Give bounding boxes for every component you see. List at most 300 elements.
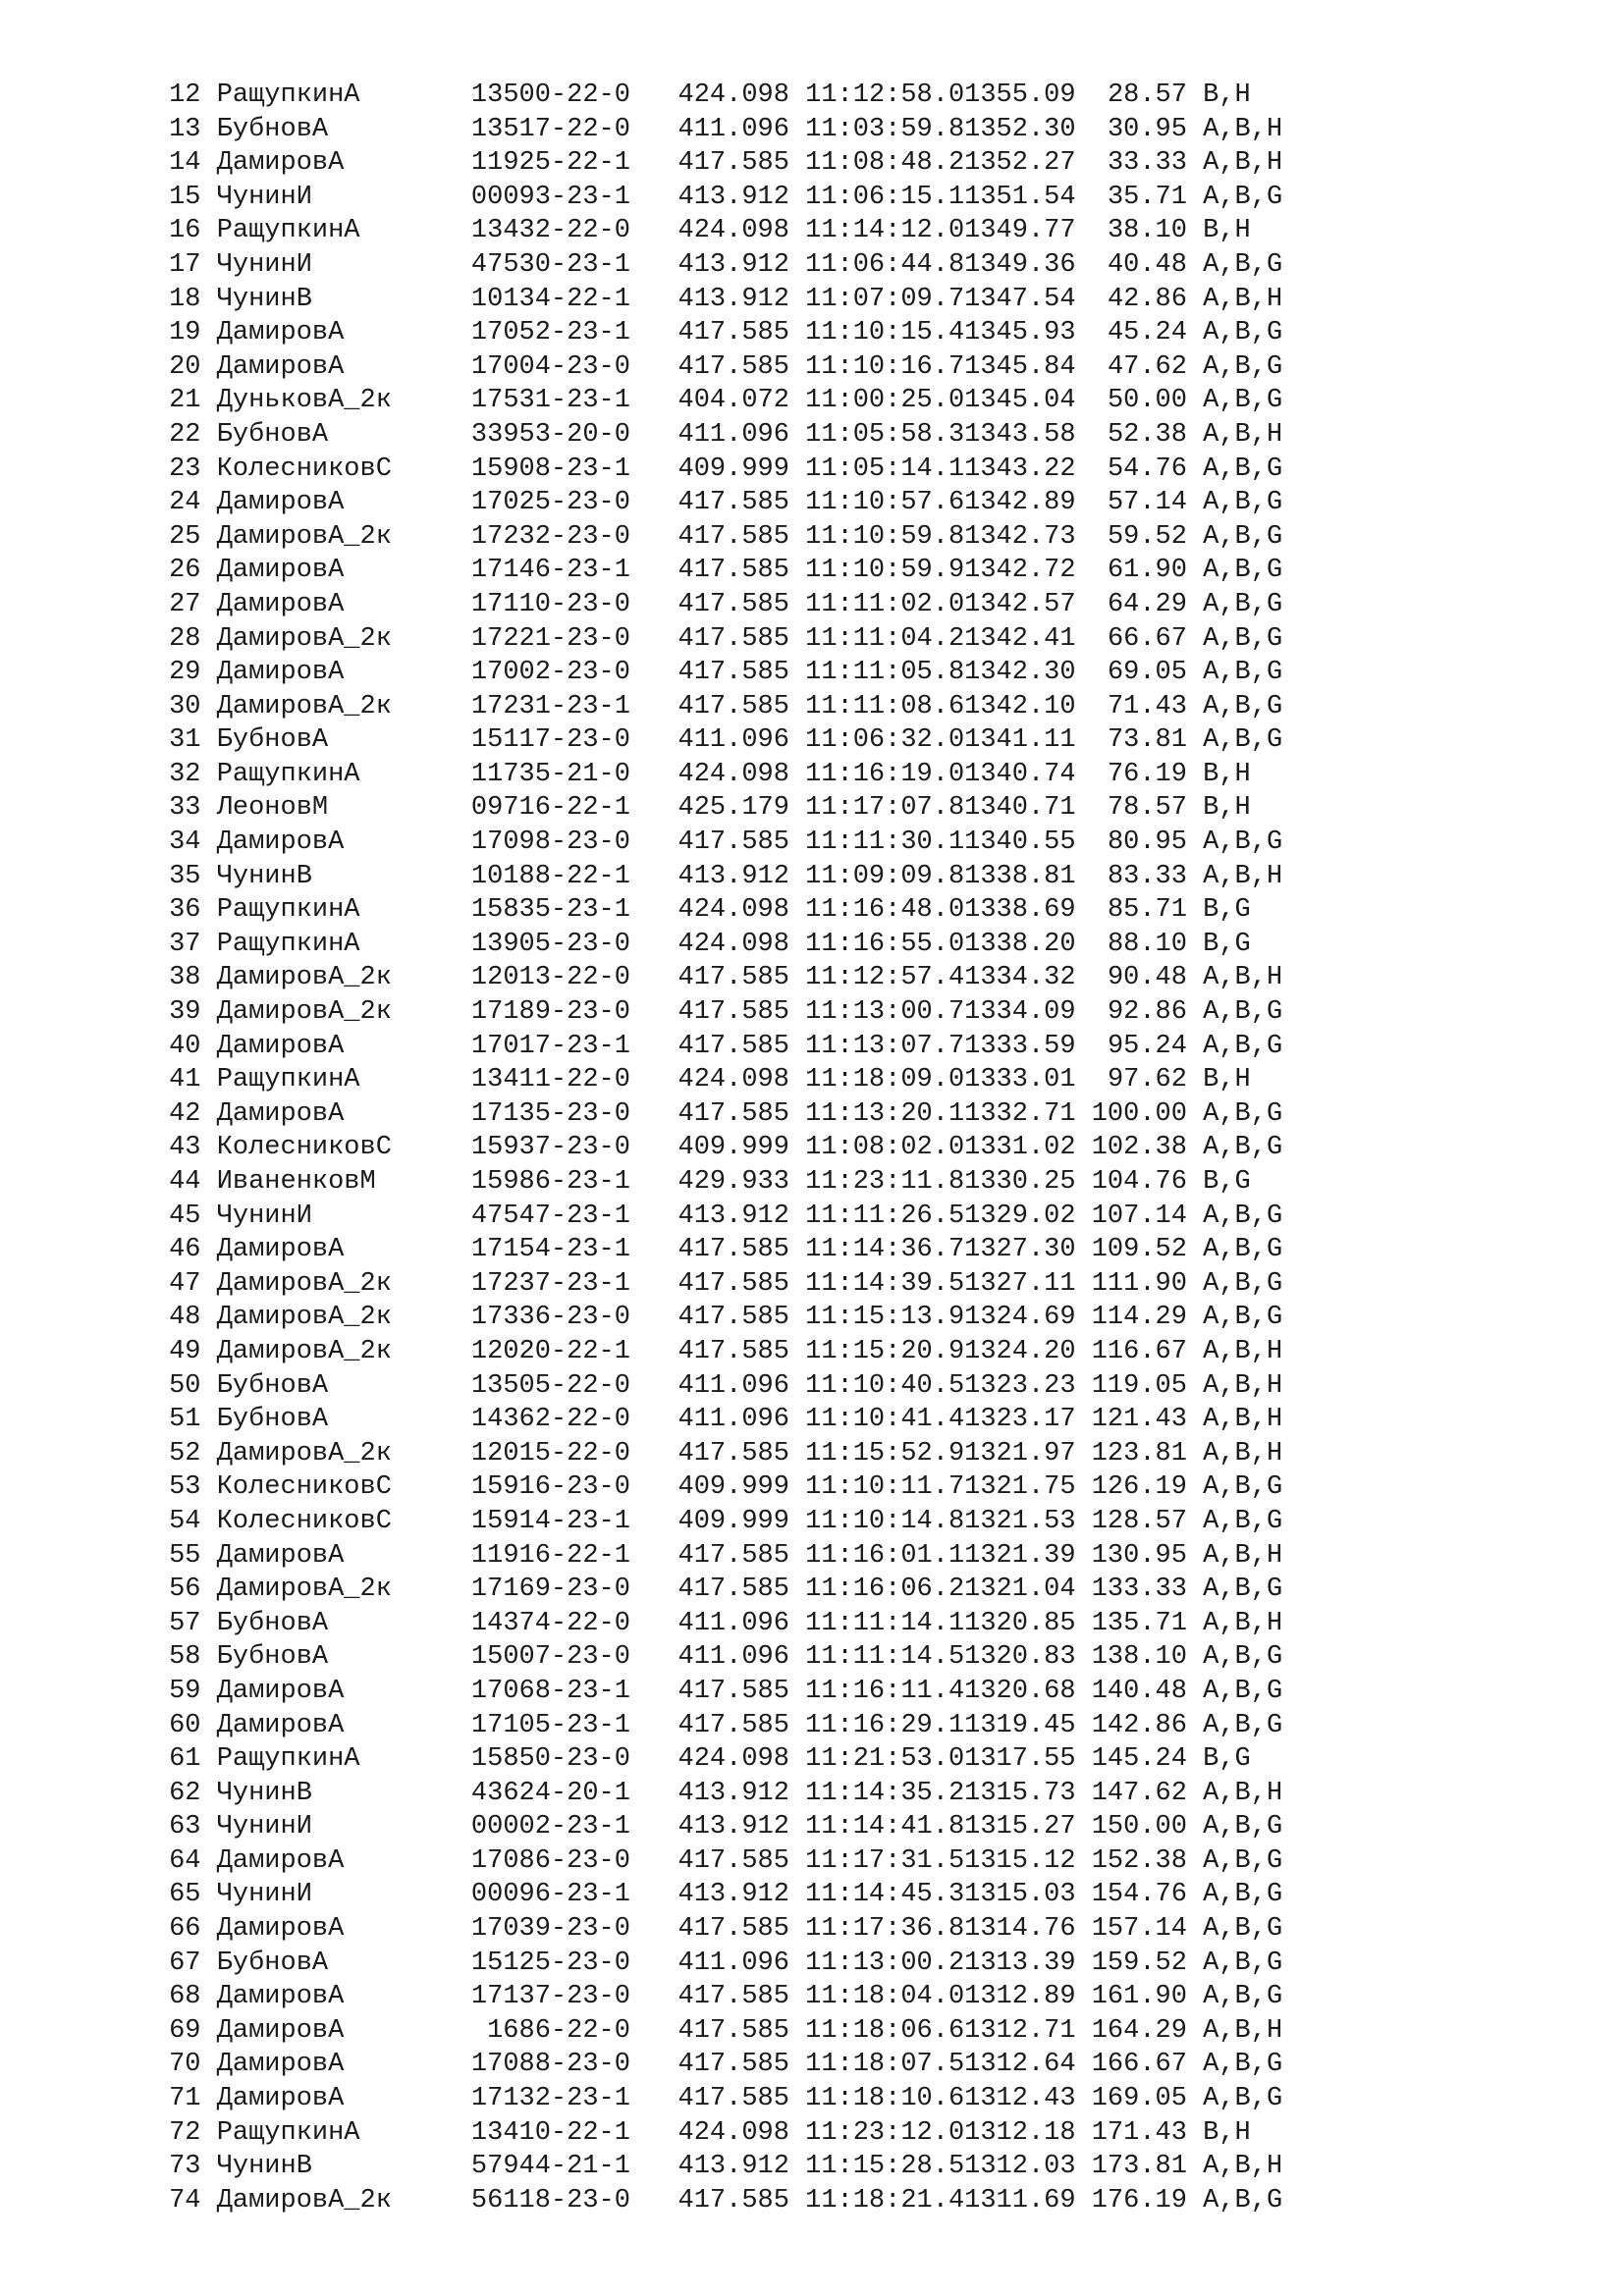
table-row	[161, 961, 1282, 995]
distance-cell: 424.098	[677, 929, 789, 959]
table-row	[161, 893, 1282, 928]
speed-cell: 1327.30	[964, 1235, 1076, 1265]
ring-number-cell: 15986-23-1	[470, 1167, 630, 1197]
coefficient-cell: 145.24	[1091, 1744, 1187, 1775]
place-cell: 63	[169, 1812, 201, 1842]
table-row	[161, 622, 1282, 657]
ring-number-cell: 13410-22-1	[470, 2117, 630, 2148]
place-cell: 35	[169, 861, 201, 891]
speed-cell: 1342.30	[964, 658, 1076, 688]
coefficient-cell: 140.48	[1091, 1676, 1187, 1706]
coefficient-cell: 30.95	[1107, 114, 1187, 144]
table-row	[161, 2116, 1282, 2151]
place-cell: 20	[169, 351, 201, 382]
fancier-name-cell: ЧунинВ	[216, 1778, 312, 1808]
groups-cell: A,B,G	[1203, 1098, 1283, 1129]
distance-cell: 417.585	[677, 691, 789, 721]
arrival-time-cell: 11:14:41.8	[805, 1812, 965, 1842]
arrival-time-cell: 11:16:29.1	[805, 1710, 965, 1740]
ring-number-cell: 11916-22-1	[470, 1540, 630, 1571]
ring-number-cell: 00096-23-1	[470, 1880, 630, 1910]
groups-cell: A,B,G	[1203, 1133, 1283, 1163]
groups-cell: B,H	[1203, 759, 1251, 789]
speed-cell: 1311.69	[964, 2185, 1076, 2216]
fancier-name-cell: ЧунинВ	[216, 284, 312, 314]
arrival-time-cell: 11:16:19.0	[805, 759, 965, 789]
groups-cell: A,B,H	[1203, 2015, 1283, 2046]
speed-cell: 1324.69	[964, 1303, 1076, 1333]
place-cell: 54	[169, 1506, 201, 1536]
distance-cell: 424.098	[677, 80, 789, 110]
arrival-time-cell: 11:08:48.2	[805, 148, 965, 179]
distance-cell: 413.912	[677, 1880, 789, 1910]
ring-number-cell: 15835-23-1	[470, 895, 630, 926]
ring-number-cell: 13905-23-0	[470, 929, 630, 959]
ring-number-cell: 00002-23-1	[470, 1812, 630, 1842]
groups-cell: A,B,G	[1203, 182, 1283, 212]
fancier-name-cell: ДамировА	[216, 1710, 345, 1740]
fancier-name-cell: БубновА	[216, 1370, 329, 1401]
groups-cell: A,B,H	[1203, 114, 1283, 144]
arrival-time-cell: 11:18:04.0	[805, 1982, 965, 2012]
ring-number-cell: 17098-23-0	[470, 828, 630, 858]
speed-cell: 1342.72	[964, 556, 1076, 586]
groups-cell: A,B,G	[1203, 318, 1283, 348]
table-row	[161, 350, 1282, 385]
place-cell: 37	[169, 929, 201, 959]
place-cell: 26	[169, 556, 201, 586]
table-row	[161, 146, 1282, 181]
speed-cell: 1320.85	[964, 1608, 1076, 1638]
coefficient-cell: 154.76	[1091, 1880, 1187, 1910]
groups-cell: B,H	[1203, 793, 1251, 824]
speed-cell: 1312.03	[964, 2152, 1076, 2182]
groups-cell: A,B,G	[1203, 521, 1283, 552]
fancier-name-cell: ДамировА_2к	[216, 1303, 392, 1333]
distance-cell: 417.585	[677, 1914, 789, 1945]
distance-cell: 417.585	[677, 1303, 789, 1333]
fancier-name-cell: ЧунинИ	[216, 182, 312, 212]
arrival-time-cell: 11:12:58.0	[805, 80, 965, 110]
place-cell: 38	[169, 963, 201, 993]
coefficient-cell: 166.67	[1091, 2050, 1187, 2080]
speed-cell: 1345.93	[964, 318, 1076, 348]
table-row	[161, 690, 1282, 724]
distance-cell: 413.912	[677, 182, 789, 212]
ring-number-cell: 17002-23-0	[470, 658, 630, 688]
coefficient-cell: 123.81	[1091, 1438, 1187, 1468]
distance-cell: 424.098	[677, 759, 789, 789]
distance-cell: 417.585	[677, 1575, 789, 1605]
distance-cell: 409.999	[677, 1472, 789, 1503]
place-cell: 23	[169, 454, 201, 484]
groups-cell: A,B,H	[1203, 1540, 1283, 1571]
arrival-time-cell: 11:10:41.4	[805, 1405, 965, 1435]
groups-cell: A,B,H	[1203, 148, 1283, 179]
ring-number-cell: 13411-22-0	[470, 1065, 630, 1095]
speed-cell: 1333.01	[964, 1065, 1076, 1095]
place-cell: 57	[169, 1608, 201, 1638]
coefficient-cell: 57.14	[1107, 488, 1187, 518]
coefficient-cell: 38.10	[1107, 216, 1187, 246]
coefficient-cell: 88.10	[1107, 929, 1187, 959]
place-cell: 17	[169, 249, 201, 280]
speed-cell: 1321.39	[964, 1540, 1076, 1571]
arrival-time-cell: 11:11:30.1	[805, 828, 965, 858]
coefficient-cell: 100.00	[1091, 1098, 1187, 1129]
ring-number-cell: 12020-22-1	[470, 1336, 630, 1366]
fancier-name-cell: РащупкинА	[216, 895, 360, 926]
fancier-name-cell: ЧунинВ	[216, 861, 312, 891]
ring-number-cell: 10188-22-1	[470, 861, 630, 891]
groups-cell: A,B,G	[1203, 997, 1283, 1028]
speed-cell: 1340.74	[964, 759, 1076, 789]
ring-number-cell: 13500-22-0	[470, 80, 630, 110]
groups-cell: A,B,G	[1203, 691, 1283, 721]
table-row	[161, 723, 1282, 758]
groups-cell: B,H	[1203, 80, 1251, 110]
ring-number-cell: 17088-23-0	[470, 2050, 630, 2080]
groups-cell: B,H	[1203, 1065, 1251, 1095]
groups-cell: B,G	[1203, 895, 1251, 926]
table-row	[161, 791, 1282, 826]
coefficient-cell: 135.71	[1091, 1608, 1187, 1638]
arrival-time-cell: 11:11:26.5	[805, 1201, 965, 1231]
speed-cell: 1321.53	[964, 1506, 1076, 1536]
distance-cell: 417.585	[677, 2185, 789, 2216]
distance-cell: 424.098	[677, 1744, 789, 1775]
table-row	[161, 826, 1282, 860]
place-cell: 12	[169, 80, 201, 110]
speed-cell: 1345.04	[964, 386, 1076, 416]
table-row	[161, 1267, 1282, 1302]
ring-number-cell: 17017-23-1	[470, 1031, 630, 1061]
place-cell: 33	[169, 793, 201, 824]
groups-cell: A,B,G	[1203, 1676, 1283, 1706]
groups-cell: A,B,H	[1203, 861, 1283, 891]
groups-cell: B,G	[1203, 1744, 1251, 1775]
groups-cell: A,B,G	[1203, 249, 1283, 280]
coefficient-cell: 130.95	[1091, 1540, 1187, 1571]
coefficient-cell: 126.19	[1091, 1472, 1187, 1503]
distance-cell: 417.585	[677, 556, 789, 586]
speed-cell: 1319.45	[964, 1710, 1076, 1740]
fancier-name-cell: РащупкинА	[216, 80, 360, 110]
fancier-name-cell: РащупкинА	[216, 1744, 360, 1775]
groups-cell: A,B,G	[1203, 1268, 1283, 1299]
distance-cell: 417.585	[677, 828, 789, 858]
place-cell: 28	[169, 623, 201, 654]
ring-number-cell: 17221-23-0	[470, 623, 630, 654]
fancier-name-cell: ДамировА	[216, 1540, 345, 1571]
arrival-time-cell: 11:15:52.9	[805, 1438, 965, 1468]
table-row	[161, 113, 1282, 147]
distance-cell: 417.585	[677, 589, 789, 619]
speed-cell: 1315.03	[964, 1880, 1076, 1910]
distance-cell: 413.912	[677, 861, 789, 891]
distance-cell: 425.179	[677, 793, 789, 824]
table-row	[161, 758, 1282, 792]
arrival-time-cell: 11:13:00.2	[805, 1948, 965, 1978]
arrival-time-cell: 11:06:15.1	[805, 182, 965, 212]
table-row	[161, 1573, 1282, 1607]
distance-cell: 417.585	[677, 1268, 789, 1299]
ring-number-cell: 1686-22-0	[487, 2015, 630, 2046]
ring-number-cell: 11735-21-0	[470, 759, 630, 789]
distance-cell: 424.098	[677, 895, 789, 926]
coefficient-cell: 28.57	[1107, 80, 1187, 110]
fancier-name-cell: ДамировА	[216, 2084, 345, 2114]
groups-cell: A,B,G	[1203, 1710, 1283, 1740]
arrival-time-cell: 11:09:09.8	[805, 861, 965, 891]
arrival-time-cell: 11:10:40.5	[805, 1370, 965, 1401]
coefficient-cell: 152.38	[1091, 1845, 1187, 1876]
speed-cell: 1338.81	[964, 861, 1076, 891]
arrival-time-cell: 11:17:07.8	[805, 793, 965, 824]
coefficient-cell: 171.43	[1091, 2117, 1187, 2148]
ring-number-cell: 15908-23-1	[470, 454, 630, 484]
groups-cell: A,B,G	[1203, 1948, 1283, 1978]
ring-number-cell: 17132-23-1	[470, 2084, 630, 2114]
fancier-name-cell: БубновА	[216, 1608, 329, 1638]
groups-cell: A,B,H	[1203, 1438, 1283, 1468]
ring-number-cell: 14362-22-0	[470, 1405, 630, 1435]
speed-cell: 1343.22	[964, 454, 1076, 484]
arrival-time-cell: 11:06:44.8	[805, 249, 965, 280]
groups-cell: A,B,H	[1203, 284, 1283, 314]
distance-cell: 411.096	[677, 1608, 789, 1638]
coefficient-cell: 71.43	[1107, 691, 1187, 721]
place-cell: 19	[169, 318, 201, 348]
ring-number-cell: 47530-23-1	[470, 249, 630, 280]
distance-cell: 417.585	[677, 1235, 789, 1265]
coefficient-cell: 61.90	[1107, 556, 1187, 586]
distance-cell: 413.912	[677, 1201, 789, 1231]
table-row	[161, 1777, 1282, 1811]
table-row	[161, 1505, 1282, 1539]
place-cell: 55	[169, 1540, 201, 1571]
speed-cell: 1323.23	[964, 1370, 1076, 1401]
arrival-time-cell: 11:16:06.2	[805, 1575, 965, 1605]
speed-cell: 1334.09	[964, 997, 1076, 1028]
speed-cell: 1342.73	[964, 521, 1076, 552]
ring-number-cell: 17336-23-0	[470, 1303, 630, 1333]
ring-number-cell: 17004-23-0	[470, 351, 630, 382]
arrival-time-cell: 11:14:36.7	[805, 1235, 965, 1265]
table-row	[161, 2184, 1282, 2218]
groups-cell: A,B,G	[1203, 1845, 1283, 1876]
fancier-name-cell: ДамировА	[216, 318, 345, 348]
groups-cell: B,H	[1203, 216, 1251, 246]
arrival-time-cell: 11:00:25.0	[805, 386, 965, 416]
distance-cell: 417.585	[677, 351, 789, 382]
ring-number-cell: 56118-23-0	[470, 2185, 630, 2216]
ring-number-cell: 15914-23-1	[470, 1506, 630, 1536]
fancier-name-cell: ЧунинИ	[216, 1880, 312, 1910]
distance-cell: 417.585	[677, 1438, 789, 1468]
ring-number-cell: 17039-23-0	[470, 1914, 630, 1945]
fancier-name-cell: ДамировА	[216, 351, 345, 382]
table-row	[161, 1947, 1282, 1981]
place-cell: 36	[169, 895, 201, 926]
table-row	[161, 588, 1282, 622]
table-row	[161, 1369, 1282, 1404]
place-cell: 39	[169, 997, 201, 1028]
coefficient-cell: 116.67	[1091, 1336, 1187, 1366]
speed-cell: 1355.09	[964, 80, 1076, 110]
speed-cell: 1347.54	[964, 284, 1076, 314]
distance-cell: 417.585	[677, 997, 789, 1028]
arrival-time-cell: 11:14:35.2	[805, 1778, 965, 1808]
coefficient-cell: 138.10	[1091, 1642, 1187, 1673]
ring-number-cell: 43624-20-1	[470, 1778, 630, 1808]
fancier-name-cell: ИваненковМ	[216, 1167, 376, 1197]
place-cell: 52	[169, 1438, 201, 1468]
ring-number-cell: 17052-23-1	[470, 318, 630, 348]
coefficient-cell: 111.90	[1091, 1268, 1187, 1299]
speed-cell: 1349.77	[964, 216, 1076, 246]
table-row	[161, 1097, 1282, 1132]
table-row	[161, 1742, 1282, 1777]
fancier-name-cell: ДамировА	[216, 1098, 345, 1129]
ring-number-cell: 09716-22-1	[470, 793, 630, 824]
ring-number-cell: 17154-23-1	[470, 1235, 630, 1265]
coefficient-cell: 80.95	[1107, 828, 1187, 858]
place-cell: 27	[169, 589, 201, 619]
table-row	[161, 1063, 1282, 1097]
groups-cell: A,B,G	[1203, 1506, 1283, 1536]
distance-cell: 417.585	[677, 1098, 789, 1129]
table-row	[161, 1912, 1282, 1947]
speed-cell: 1312.43	[964, 2084, 1076, 2114]
distance-cell: 413.912	[677, 284, 789, 314]
place-cell: 51	[169, 1405, 201, 1435]
place-cell: 21	[169, 386, 201, 416]
speed-cell: 1331.02	[964, 1133, 1076, 1163]
fancier-name-cell: ДамировА_2к	[216, 997, 392, 1028]
ring-number-cell: 15850-23-0	[470, 1744, 630, 1775]
distance-cell: 417.585	[677, 658, 789, 688]
arrival-time-cell: 11:18:09.0	[805, 1065, 965, 1095]
groups-cell: A,B,G	[1203, 725, 1283, 756]
arrival-time-cell: 11:16:01.1	[805, 1540, 965, 1571]
fancier-name-cell: ДамировА	[216, 1982, 345, 2012]
place-cell: 13	[169, 114, 201, 144]
distance-cell: 417.585	[677, 2015, 789, 2046]
speed-cell: 1332.71	[964, 1098, 1076, 1129]
distance-cell: 409.999	[677, 1506, 789, 1536]
arrival-time-cell: 11:16:11.4	[805, 1676, 965, 1706]
arrival-time-cell: 11:23:11.8	[805, 1167, 965, 1197]
fancier-name-cell: ДамировА	[216, 1914, 345, 1945]
speed-cell: 1349.36	[964, 249, 1076, 280]
groups-cell: A,B,G	[1203, 1303, 1283, 1333]
speed-cell: 1312.71	[964, 2015, 1076, 2046]
speed-cell: 1351.54	[964, 182, 1076, 212]
fancier-name-cell: ДамировА_2к	[216, 623, 392, 654]
speed-cell: 1323.17	[964, 1405, 1076, 1435]
fancier-name-cell: ДамировА	[216, 2015, 345, 2046]
arrival-time-cell: 11:14:39.5	[805, 1268, 965, 1299]
place-cell: 40	[169, 1031, 201, 1061]
coefficient-cell: 50.00	[1107, 386, 1187, 416]
table-row	[161, 1233, 1282, 1267]
arrival-time-cell: 11:10:16.7	[805, 351, 965, 382]
distance-cell: 411.096	[677, 419, 789, 450]
place-cell: 14	[169, 148, 201, 179]
place-cell: 74	[169, 2185, 201, 2216]
distance-cell: 424.098	[677, 1065, 789, 1095]
groups-cell: A,B,G	[1203, 2084, 1283, 2114]
fancier-name-cell: КолесниковС	[216, 454, 392, 484]
fancier-name-cell: ДамировА	[216, 556, 345, 586]
distance-cell: 424.098	[677, 216, 789, 246]
distance-cell: 413.912	[677, 1812, 789, 1842]
distance-cell: 417.585	[677, 148, 789, 179]
arrival-time-cell: 11:10:14.8	[805, 1506, 965, 1536]
place-cell: 70	[169, 2050, 201, 2080]
distance-cell: 409.999	[677, 454, 789, 484]
fancier-name-cell: РащупкинА	[216, 759, 360, 789]
ring-number-cell: 17086-23-0	[470, 1845, 630, 1876]
coefficient-cell: 133.33	[1091, 1575, 1187, 1605]
fancier-name-cell: БубновА	[216, 1948, 329, 1978]
coefficient-cell: 109.52	[1091, 1235, 1187, 1265]
speed-cell: 1314.76	[964, 1914, 1076, 1945]
arrival-time-cell: 11:13:20.1	[805, 1098, 965, 1129]
fancier-name-cell: РащупкинА	[216, 2117, 360, 2148]
table-row	[161, 1675, 1282, 1709]
place-cell: 29	[169, 658, 201, 688]
fancier-name-cell: ДуньковА_2к	[216, 386, 392, 416]
distance-cell: 411.096	[677, 1405, 789, 1435]
groups-cell: A,B,H	[1203, 1778, 1283, 1808]
table-row	[161, 1539, 1282, 1574]
arrival-time-cell: 11:18:10.6	[805, 2084, 965, 2114]
coefficient-cell: 169.05	[1091, 2084, 1187, 2114]
ring-number-cell: 15916-23-0	[470, 1472, 630, 1503]
arrival-time-cell: 11:18:06.6	[805, 2015, 965, 2046]
arrival-time-cell: 11:14:12.0	[805, 216, 965, 246]
coefficient-cell: 73.81	[1107, 725, 1187, 756]
ring-number-cell: 15007-23-0	[470, 1642, 630, 1673]
distance-cell: 417.585	[677, 1540, 789, 1571]
speed-cell: 1338.20	[964, 929, 1076, 959]
groups-cell: A,B,H	[1203, 2152, 1283, 2182]
ring-number-cell: 33953-20-0	[470, 419, 630, 450]
ring-number-cell: 14374-22-0	[470, 1608, 630, 1638]
groups-cell: A,B,G	[1203, 828, 1283, 858]
table-row	[161, 283, 1282, 317]
ring-number-cell: 10134-22-1	[470, 284, 630, 314]
groups-cell: A,B,G	[1203, 1642, 1283, 1673]
arrival-time-cell: 11:11:04.2	[805, 623, 965, 654]
fancier-name-cell: ДамировА	[216, 148, 345, 179]
distance-cell: 413.912	[677, 249, 789, 280]
fancier-name-cell: ДамировА_2к	[216, 963, 392, 993]
fancier-name-cell: ЧунинВ	[216, 2152, 312, 2182]
place-cell: 72	[169, 2117, 201, 2148]
fancier-name-cell: ДамировА	[216, 488, 345, 518]
fancier-name-cell: ДамировА	[216, 658, 345, 688]
arrival-time-cell: 11:16:55.0	[805, 929, 965, 959]
fancier-name-cell: ЧунинИ	[216, 1201, 312, 1231]
place-cell: 42	[169, 1098, 201, 1129]
arrival-time-cell: 11:10:59.9	[805, 556, 965, 586]
coefficient-cell: 97.62	[1107, 1065, 1187, 1095]
place-cell: 64	[169, 1845, 201, 1876]
speed-cell: 1333.59	[964, 1031, 1076, 1061]
